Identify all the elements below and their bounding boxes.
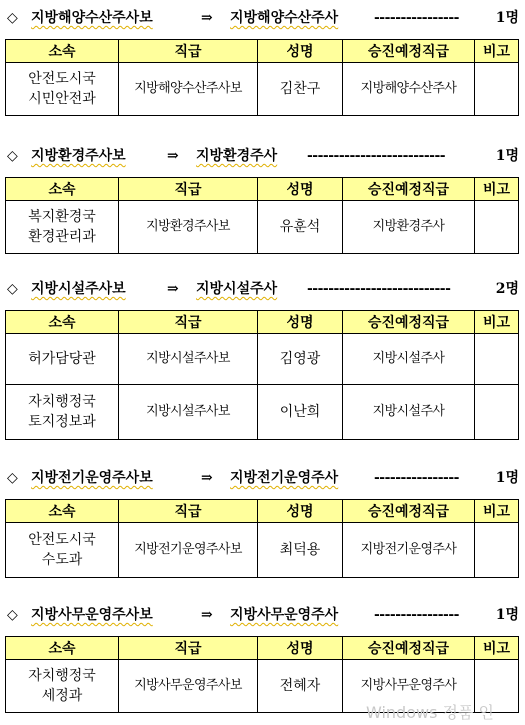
section-heading <box>7 8 519 28</box>
column-header-rank: 직급 <box>119 40 258 63</box>
arrow-icon: ⇒ <box>201 607 213 623</box>
cell-rank: 지방시설주사보 <box>119 385 258 440</box>
promotion-table <box>5 310 519 440</box>
cell-note <box>475 385 519 440</box>
leader-dashes: ---------------- <box>374 10 459 26</box>
column-header-note: 비고 <box>475 40 519 63</box>
diamond-bullet-icon: ◇ <box>7 607 18 623</box>
promotion-count: 1명 <box>495 470 519 486</box>
column-header-name: 성명 <box>258 637 343 660</box>
section-heading <box>7 605 519 625</box>
current-rank-label: 지방시설주사보 <box>31 281 126 297</box>
cell-rank: 지방시설주사보 <box>119 334 258 385</box>
promotion-table <box>5 39 519 116</box>
column-header-dept: 소속 <box>6 500 119 523</box>
section-heading <box>7 279 519 299</box>
current-rank-label: 지방환경주사보 <box>31 148 126 164</box>
diamond-bullet-icon: ◇ <box>7 470 18 486</box>
column-header-rank: 직급 <box>119 637 258 660</box>
cell-note <box>475 523 519 578</box>
column-header-dept: 소속 <box>6 311 119 334</box>
column-header-rank: 직급 <box>119 500 258 523</box>
diamond-bullet-icon: ◇ <box>7 10 18 26</box>
target-rank-label: 지방환경주사 <box>196 148 278 164</box>
column-header-target: 승진예정직급 <box>343 178 475 201</box>
table-row <box>6 63 519 116</box>
cell-target: 지방전기운영주사 <box>343 523 475 578</box>
diamond-bullet-icon: ◇ <box>7 281 18 297</box>
promotion-count: 1명 <box>495 607 519 623</box>
cell-name: 최덕용 <box>258 523 343 578</box>
column-header-name: 성명 <box>258 311 343 334</box>
current-rank-label: 지방해양수산주사보 <box>31 10 153 26</box>
current-rank-label: 지방사무운영주사보 <box>31 607 153 623</box>
column-header-target: 승진예정직급 <box>343 637 475 660</box>
column-header-note: 비고 <box>475 637 519 660</box>
arrow-icon: ⇒ <box>167 148 179 164</box>
cell-name: 김영광 <box>258 334 343 385</box>
column-header-target: 승진예정직급 <box>343 311 475 334</box>
cell-dept: 안전도시국 시민안전과 <box>6 63 119 116</box>
target-rank-label: 지방전기운영주사 <box>230 470 339 486</box>
cell-dept: 자치행정국 세정과 <box>6 660 119 713</box>
target-rank-label: 지방시설주사 <box>196 281 278 297</box>
column-header-dept: 소속 <box>6 637 119 660</box>
promotion-count: 1명 <box>495 148 519 164</box>
table-header-row <box>6 40 519 63</box>
target-rank-label: 지방사무운영주사 <box>230 607 339 623</box>
section-heading <box>7 468 519 488</box>
cell-name: 전혜자 <box>258 660 343 713</box>
column-header-dept: 소속 <box>6 178 119 201</box>
section-heading <box>7 146 519 166</box>
column-header-note: 비고 <box>475 500 519 523</box>
cell-name: 김찬구 <box>258 63 343 116</box>
table-row <box>6 523 519 578</box>
cell-target: 지방시설주사 <box>343 385 475 440</box>
arrow-icon: ⇒ <box>201 10 213 26</box>
current-rank-label: 지방전기운영주사보 <box>31 470 153 486</box>
arrow-icon: ⇒ <box>201 470 213 486</box>
cell-rank: 지방해양수산주사보 <box>119 63 258 116</box>
cell-dept: 허가담당관 <box>6 334 119 385</box>
cell-dept: 안전도시국 수도과 <box>6 523 119 578</box>
windows-activation-watermark: Windows 정품 인 <box>366 703 494 722</box>
leader-dashes: ---------------- <box>374 607 459 623</box>
column-header-target: 승진예정직급 <box>343 40 475 63</box>
column-header-note: 비고 <box>475 178 519 201</box>
column-header-name: 성명 <box>258 178 343 201</box>
leader-dashes: -------------------------- <box>307 148 446 164</box>
cell-note <box>475 63 519 116</box>
cell-rank: 지방환경주사보 <box>119 201 258 254</box>
promotion-count: 1명 <box>495 10 519 26</box>
promotion-count: 2명 <box>495 281 519 297</box>
promotion-table <box>5 177 519 254</box>
arrow-icon: ⇒ <box>167 281 179 297</box>
table-row <box>6 385 519 440</box>
table-header-row <box>6 178 519 201</box>
cell-name: 유훈석 <box>258 201 343 254</box>
cell-dept: 복지환경국 환경관리과 <box>6 201 119 254</box>
table-header-row <box>6 500 519 523</box>
promotion-table <box>5 499 519 578</box>
cell-target: 지방환경주사 <box>343 201 475 254</box>
table-header-row <box>6 311 519 334</box>
cell-target: 지방시설주사 <box>343 334 475 385</box>
column-header-note: 비고 <box>475 311 519 334</box>
cell-note <box>475 201 519 254</box>
cell-rank: 지방사무운영주사보 <box>119 660 258 713</box>
leader-dashes: --------------------------- <box>307 281 451 297</box>
cell-target: 지방해양수산주사 <box>343 63 475 116</box>
diamond-bullet-icon: ◇ <box>7 148 18 164</box>
column-header-name: 성명 <box>258 500 343 523</box>
column-header-rank: 직급 <box>119 178 258 201</box>
table-header-row <box>6 637 519 660</box>
column-header-dept: 소속 <box>6 40 119 63</box>
table-row <box>6 334 519 385</box>
cell-dept: 자치행정국 토지정보과 <box>6 385 119 440</box>
column-header-name: 성명 <box>258 40 343 63</box>
leader-dashes: ---------------- <box>374 470 459 486</box>
cell-rank: 지방전기운영주사보 <box>119 523 258 578</box>
column-header-target: 승진예정직급 <box>343 500 475 523</box>
table-row <box>6 201 519 254</box>
cell-note <box>475 334 519 385</box>
cell-target: 지방사무운영주사 <box>343 660 475 713</box>
target-rank-label: 지방해양수산주사 <box>230 10 339 26</box>
cell-name: 이난희 <box>258 385 343 440</box>
column-header-rank: 직급 <box>119 311 258 334</box>
